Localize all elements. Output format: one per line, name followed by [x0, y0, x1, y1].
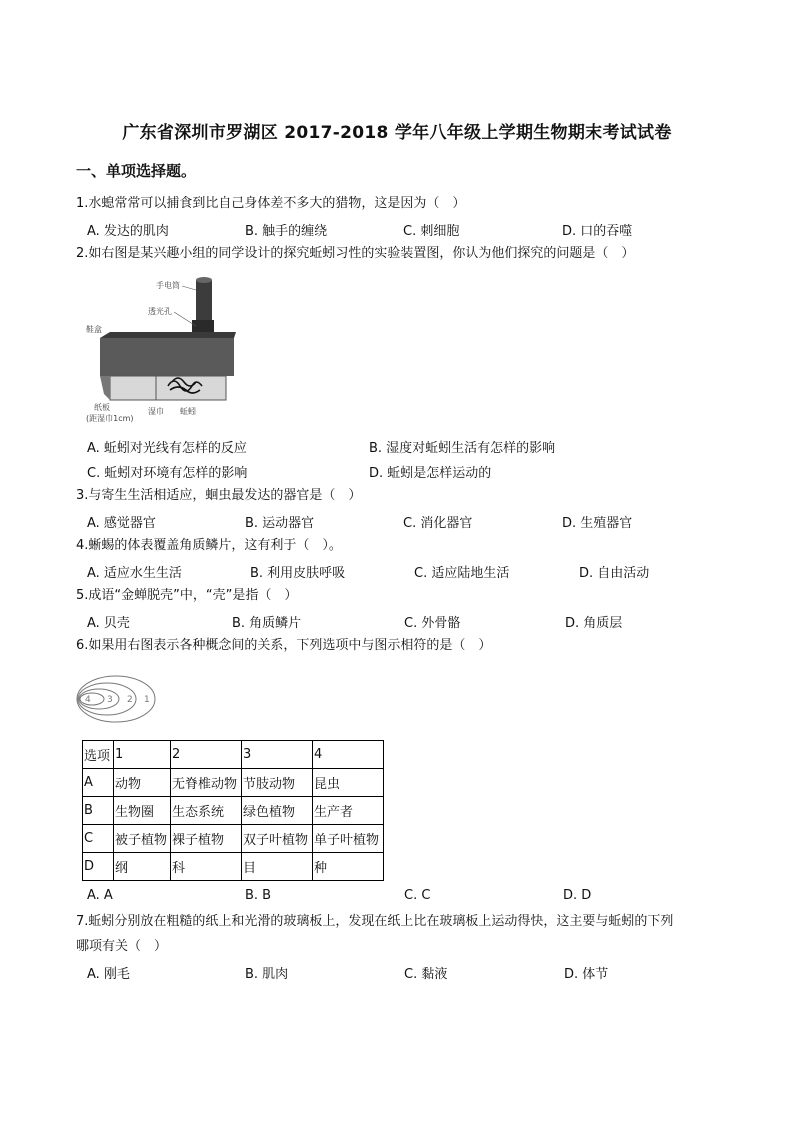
table-cell: 目 [242, 853, 313, 881]
label-box: 鞋盒 [86, 325, 102, 334]
table-cell: 种 [313, 853, 384, 881]
option-d[interactable]: D. 自由活动 [579, 566, 650, 581]
option-a[interactable]: A. A [87, 888, 113, 903]
option-a[interactable]: A. 刚毛 [87, 967, 130, 982]
option-d[interactable]: D. D [563, 888, 592, 903]
question-3-options [87, 512, 727, 530]
ellipse-label-4: 4 [85, 695, 91, 705]
table-cell: C [83, 825, 114, 853]
table-cell: 被子植物 [114, 825, 171, 853]
table-cell: B [83, 797, 114, 825]
option-c[interactable]: C. C [404, 888, 431, 903]
label-flashlight: 手电筒 [156, 281, 180, 290]
option-b[interactable]: B. 运动器官 [245, 516, 315, 531]
nested-ellipses-figure [76, 674, 158, 724]
table-row [83, 825, 384, 853]
question-2-options-row2 [87, 462, 727, 480]
table-cell: 科 [171, 853, 242, 881]
option-c[interactable]: C. 刺细胞 [403, 224, 460, 239]
question-6-stem: 6.如果用右图表示各种概念间的关系，下列选项中与图示相符的是（ ） [76, 638, 492, 653]
label-distance: (距湿巾1cm) [86, 414, 134, 423]
table-header-cell: 4 [313, 741, 384, 769]
option-c[interactable]: C. 适应陆地生活 [414, 566, 510, 581]
ellipse-label-3: 3 [107, 695, 113, 705]
table-header-row [83, 741, 384, 769]
table-cell: 无脊椎动物 [171, 769, 242, 797]
question-5-stem: 5.成语“金蝉脱壳”中，“壳”是指（ ） [76, 588, 298, 603]
option-b[interactable]: B. 利用皮肤呼吸 [250, 566, 346, 581]
option-d[interactable]: D. 角质层 [565, 616, 623, 631]
label-hole: 透光孔 [148, 307, 172, 316]
table-cell: 生物圈 [114, 797, 171, 825]
section-heading: 一、单项选择题。 [76, 162, 197, 180]
option-b[interactable]: B. 触手的缠绕 [245, 224, 328, 239]
question-5-options [87, 612, 727, 630]
option-b[interactable]: B. 角质鳞片 [232, 616, 302, 631]
question-2-stem: 2.如右图是某兴趣小组的同学设计的探究蚯蚓习性的实验装置图，你认为他们探究的问题是（ ） [76, 246, 635, 261]
question-4-options [87, 562, 727, 580]
table-row [83, 769, 384, 797]
table-cell: 昆虫 [313, 769, 384, 797]
table-header-cell: 选项 [83, 741, 114, 769]
label-towel: 湿巾 [148, 407, 164, 416]
label-worm: 蚯蚓 [180, 407, 196, 416]
option-a[interactable]: A. 适应水生生活 [87, 566, 182, 581]
table-cell: 裸子植物 [171, 825, 242, 853]
option-b[interactable]: B. 肌肉 [245, 967, 289, 982]
table-cell: 双子叶植物 [242, 825, 313, 853]
table-cell: A [83, 769, 114, 797]
option-a[interactable]: A. 蚯蚓对光线有怎样的反应 [87, 441, 247, 456]
question-1-stem: 1.水螅常常可以捕食到比自己身体差不多大的猎物，这是因为（ ） [76, 196, 466, 211]
table-cell: 纲 [114, 853, 171, 881]
table-header-cell: 3 [242, 741, 313, 769]
option-a[interactable]: A. 感觉器官 [87, 516, 156, 531]
table-cell: 动物 [114, 769, 171, 797]
option-c[interactable]: C. 蚯蚓对环境有怎样的影响 [87, 466, 248, 481]
table-cell: 单子叶植物 [313, 825, 384, 853]
option-c[interactable]: C. 消化器官 [403, 516, 473, 531]
option-d[interactable]: D. 口的吞噬 [562, 224, 633, 239]
question-7-options [87, 963, 727, 981]
option-d[interactable]: D. 生殖器官 [562, 516, 633, 531]
table-header-cell: 2 [171, 741, 242, 769]
option-c[interactable]: C. 外骨骼 [404, 616, 461, 631]
table-row [83, 797, 384, 825]
option-c[interactable]: C. 黏液 [404, 967, 448, 982]
question-7-stem-continued: 哪项有关（ ） [76, 939, 168, 954]
page-title: 广东省深圳市罗湖区 2017-2018 学年八年级上学期生物期末考试试卷 [122, 123, 672, 143]
table-cell: 节肢动物 [242, 769, 313, 797]
question-7-stem: 7.蚯蚓分别放在粗糙的纸上和光滑的玻璃板上，发现在纸上比在玻璃板上运动得快，这主要与蚯蚓的下列 [76, 914, 674, 929]
label-board: 纸板 [94, 403, 110, 412]
option-a[interactable]: A. 发达的肌肉 [87, 224, 169, 239]
table-header-cell: 1 [114, 741, 171, 769]
question-4-stem: 4.蜥蜴的体表覆盖角质鳞片，这有利于（ ）。 [76, 538, 342, 553]
table-row [83, 853, 384, 881]
option-b[interactable]: B. 湿度对蚯蚓生活有怎样的影响 [369, 441, 556, 456]
concept-table [82, 740, 384, 881]
option-a[interactable]: A. 贝壳 [87, 616, 130, 631]
table-cell: 生产者 [313, 797, 384, 825]
question-6-options [87, 888, 727, 906]
table-cell: D [83, 853, 114, 881]
ellipse-label-2: 2 [127, 695, 133, 705]
question-3-stem: 3.与寄生生活相适应，蛔虫最发达的器官是（ ） [76, 488, 362, 503]
ellipse-label-1: 1 [144, 695, 150, 705]
option-d[interactable]: D. 蚯蚓是怎样运动的 [369, 466, 492, 481]
question-2-options-row1 [87, 437, 727, 455]
table-cell: 生态系统 [171, 797, 242, 825]
option-b[interactable]: B. B [245, 888, 272, 903]
earthworm-experiment-figure [86, 276, 246, 426]
question-1-options [87, 220, 727, 238]
table-cell: 绿色植物 [242, 797, 313, 825]
option-d[interactable]: D. 体节 [564, 967, 609, 982]
